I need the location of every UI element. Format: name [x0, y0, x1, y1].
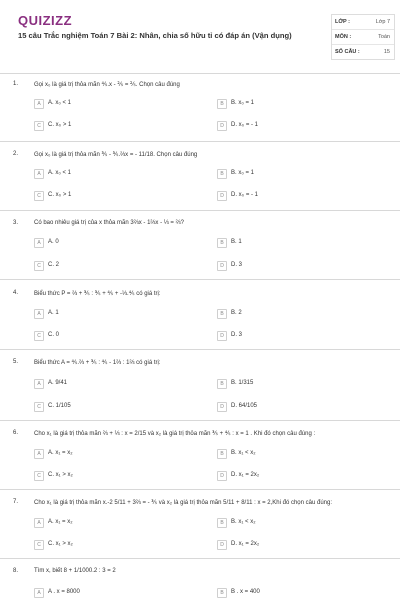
option-c[interactable]	[34, 121, 200, 133]
option-letter: A	[34, 309, 44, 319]
option-letter: D	[217, 471, 227, 481]
info-row-count	[332, 45, 394, 59]
option-b[interactable]	[217, 449, 383, 461]
option-letter: A	[34, 518, 44, 528]
option-b[interactable]	[217, 238, 383, 250]
option-d[interactable]	[217, 191, 383, 203]
question-text: Gọi x₀ là giá trị thỏa mãn ⅗ - ⅗.⅔x = - 11/18. Chọn câu đúng	[34, 152, 198, 158]
option-text: C. 0	[48, 332, 60, 338]
question-divider	[0, 489, 400, 490]
option-letter: D	[217, 191, 227, 201]
question-text: Cho x₁ là giá trị thỏa mãn x.-2 5/11 + 3⅔ = - ⅗ và x₂ là giá trị thỏa mãn 5/11 + 8/11 : x = 2,Khi đó chọn câu đúng:	[34, 500, 333, 506]
option-letter: D	[217, 261, 227, 271]
option-letter: A	[34, 238, 44, 248]
question-divider	[0, 141, 400, 142]
option-letter: C	[34, 471, 44, 481]
option-b[interactable]	[217, 309, 383, 321]
option-text: B. x₁ < x₂	[231, 519, 256, 525]
option-d[interactable]	[217, 402, 383, 414]
question-divider	[0, 558, 400, 559]
option-letter: B	[217, 238, 227, 248]
option-text: D. x₀ = - 1	[231, 122, 258, 128]
info-value: 15	[383, 49, 390, 55]
option-letter: A	[34, 99, 44, 109]
option-a[interactable]	[34, 449, 200, 461]
info-row-class	[332, 15, 394, 30]
option-d[interactable]	[217, 331, 383, 343]
option-letter: D	[217, 121, 227, 131]
option-text: D. x₁ = 2x₂	[231, 541, 260, 547]
info-label: LỚP :	[335, 19, 350, 25]
option-letter: B	[217, 99, 227, 109]
header-divider	[0, 73, 400, 74]
option-letter: D	[217, 540, 227, 550]
option-letter: A	[34, 379, 44, 389]
option-a[interactable]	[34, 309, 200, 321]
option-a[interactable]	[34, 518, 200, 530]
page-header	[0, 0, 400, 70]
option-text: B. x₁ < x₂	[231, 450, 256, 456]
option-text: A . x = 8000	[48, 589, 80, 595]
option-b[interactable]	[217, 588, 383, 600]
option-a[interactable]	[34, 588, 200, 600]
option-d[interactable]	[217, 471, 383, 483]
question-divider	[0, 349, 400, 350]
question-number: 2.	[13, 151, 19, 157]
option-text: B. x₀ = 1	[231, 100, 255, 106]
question-divider	[0, 279, 400, 280]
question-text: Có bao nhiêu giá trị của x thỏa mãn 3⅔x - 1⅔x - ⅓ = ⅔?	[34, 220, 184, 226]
option-text: A. x₁ = x₂	[48, 450, 73, 456]
option-letter: C	[34, 261, 44, 271]
option-text: B. 1	[231, 239, 242, 245]
option-text: A. 0	[48, 239, 59, 245]
question-text: Gọi x₀ là giá trị thỏa mãn ⅘.x - ⅖ = ⅖. Chọn câu đúng	[34, 82, 180, 88]
option-c[interactable]	[34, 402, 200, 414]
option-letter: B	[217, 309, 227, 319]
option-a[interactable]	[34, 379, 200, 391]
question-text: Cho x₁ là giá trị thỏa mãn ⅔ + ⅓ : x = 2/15 và x₂ là giá trị thỏa mãn ⅗ + ⅘ : x = 1 . Khi đó chọn câu đúng :	[34, 431, 316, 437]
question-text: Tìm x, biết 8 + 1/1000.2 : 3 = 2	[34, 568, 116, 574]
option-letter: C	[34, 540, 44, 550]
option-a[interactable]	[34, 99, 200, 111]
option-letter: B	[217, 169, 227, 179]
option-text: A. x₁ = x₂	[48, 519, 73, 525]
option-letter: C	[34, 121, 44, 131]
option-letter: C	[34, 191, 44, 201]
option-text: B. x₀ = 1	[231, 170, 255, 176]
option-c[interactable]	[34, 540, 200, 552]
option-text: A. 1	[48, 310, 59, 316]
question-text: Biểu thức A = ⅘.⅔ + ⅗ : ⅘ - 1⅔ : 1⅔ có giá trị:	[34, 360, 161, 366]
option-letter: C	[34, 331, 44, 341]
info-value: Toán	[378, 34, 390, 40]
option-a[interactable]	[34, 238, 200, 250]
option-text: D. 64/105	[231, 403, 258, 409]
info-label: SỐ CÂU :	[335, 49, 360, 55]
option-text: D. 3	[231, 262, 243, 268]
option-c[interactable]	[34, 331, 200, 343]
option-text: B. 1/315	[231, 380, 254, 386]
question-number: 6.	[13, 430, 19, 436]
option-b[interactable]	[217, 379, 383, 391]
option-letter: A	[34, 449, 44, 459]
option-letter: D	[217, 402, 227, 412]
question-number: 3.	[13, 220, 19, 226]
option-a[interactable]	[34, 169, 200, 181]
question-divider	[0, 420, 400, 421]
option-letter: C	[34, 402, 44, 412]
option-letter: B	[217, 379, 227, 389]
option-c[interactable]	[34, 261, 200, 273]
option-text: A. x₀ < 1	[48, 100, 72, 106]
option-d[interactable]	[217, 261, 383, 273]
option-letter: D	[217, 331, 227, 341]
info-value: Lớp 7	[375, 19, 390, 25]
option-text: C. 2	[48, 262, 60, 268]
option-c[interactable]	[34, 471, 200, 483]
option-d[interactable]	[217, 540, 383, 552]
option-text: A. x₀ < 1	[48, 170, 72, 176]
question-number: 4.	[13, 290, 19, 296]
question-divider	[0, 210, 400, 211]
option-text: C. x₀ > 1	[48, 192, 72, 198]
question-number: 5.	[13, 359, 19, 365]
question-number: 1.	[13, 81, 19, 87]
option-c[interactable]	[34, 191, 200, 203]
info-label: MÔN :	[335, 34, 352, 40]
option-letter: A	[34, 588, 44, 598]
option-text: C. x₁ > x₂	[48, 472, 73, 478]
option-text: C. 1/105	[48, 403, 71, 409]
info-box	[331, 14, 395, 60]
option-letter: A	[34, 169, 44, 179]
option-text: C. x₁ > x₂	[48, 541, 73, 547]
info-row-subject	[332, 30, 394, 45]
quizizz-logo: QUIZIZZ	[18, 13, 73, 28]
option-letter: B	[217, 518, 227, 528]
option-text: B. 2	[231, 310, 242, 316]
option-letter: B	[217, 588, 227, 598]
question-text: Biểu thức P = ⅔ + ⅗ : ⅗ + ⅘ + -⅓.⅘ có giá trị:	[34, 291, 161, 297]
option-b[interactable]	[217, 99, 383, 111]
option-text: A. 9/41	[48, 380, 68, 386]
option-text: C. x₀ > 1	[48, 122, 72, 128]
page-title: 15 câu Trắc nghiệm Toán 7 Bài 2: Nhân, chia số hữu tỉ có đáp án (Vận dụng)	[18, 31, 292, 40]
option-text: D. 3	[231, 332, 243, 338]
option-letter: B	[217, 449, 227, 459]
question-number: 7.	[13, 499, 19, 505]
option-b[interactable]	[217, 169, 383, 181]
question-number: 8.	[13, 568, 19, 574]
option-text: B . x = 400	[231, 589, 260, 595]
option-d[interactable]	[217, 121, 383, 133]
option-text: D. x₀ = - 1	[231, 192, 258, 198]
option-text: D. x₁ = 2x₂	[231, 472, 260, 478]
option-b[interactable]	[217, 518, 383, 530]
